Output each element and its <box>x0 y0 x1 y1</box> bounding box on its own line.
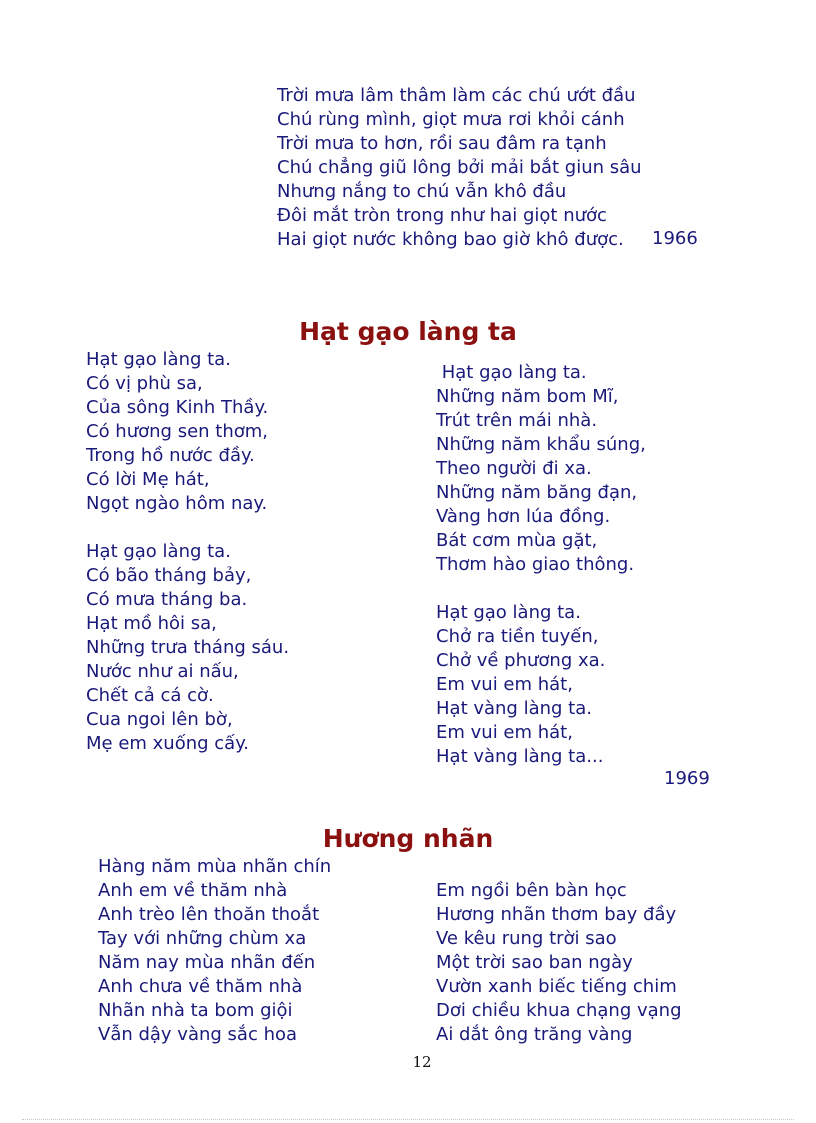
verse-line: Thơm hào giao thông. <box>436 554 635 575</box>
verse-line: Của sông Kinh Thầy. <box>86 397 269 418</box>
verse-line: Hạt vàng làng ta... <box>436 746 604 767</box>
verse-line: Anh em về thăm nhà <box>98 880 288 901</box>
verse-line: Một trời sao ban ngày <box>436 952 633 973</box>
verse-line: Có lời Mẹ hát, <box>86 469 210 490</box>
verse-line: Có bão tháng bảy, <box>86 565 252 586</box>
verse-line: Những năm khẩu súng, <box>436 434 646 455</box>
verse-line: Theo người đi xa. <box>436 458 592 479</box>
verse-line: Vườn xanh biếc tiếng chim <box>436 976 677 997</box>
verse-line: Em ngồi bên bàn học <box>436 880 627 901</box>
verse-line: Hàng năm mùa nhãn chín <box>98 856 332 877</box>
verse-line: Những trưa tháng sáu. <box>86 637 290 658</box>
verse-line: Chở về phương xa. <box>436 650 606 671</box>
verse-line: Năm nay mùa nhãn đến <box>98 952 316 973</box>
verse-line: Bát cơm mùa gặt, <box>436 530 598 551</box>
verse-line: Hương nhãn thơm bay đầy <box>436 904 677 925</box>
verse-line: Chú chẳng giũ lông bởi mải bắt giun sâu <box>277 157 642 178</box>
verse-line: Trút trên mái nhà. <box>436 410 598 431</box>
verse-line: Chú rùng mình, giọt mưa rơi khỏi cánh <box>277 109 625 130</box>
verse-line: Hạt gạo làng ta. <box>86 541 231 562</box>
verse-line: Hạt vàng làng ta. <box>436 698 592 719</box>
hat-gao-year: 1969 <box>664 768 710 789</box>
verse-line: Có vị phù sa, <box>86 373 203 394</box>
verse-line: Có hương sen thơm, <box>86 421 269 442</box>
page-divider <box>22 1119 794 1120</box>
huong-nhan-right-column <box>436 879 682 1047</box>
poem-top-year: 1966 <box>652 228 698 249</box>
verse-line: Anh trèo lên thoăn thoắt <box>98 904 320 925</box>
huong-nhan-left-column <box>98 855 331 1047</box>
page-number: 12 <box>412 1053 432 1071</box>
verse-line: Nhưng nắng to chú vẫn khô đầu <box>277 181 567 202</box>
verse-line: Hạt gạo làng ta. <box>436 362 587 383</box>
verse-line: Vàng hơn lúa đồng. <box>436 506 611 527</box>
verse-line: Cua ngoi lên bờ, <box>86 709 233 730</box>
hat-gao-right-column <box>436 361 646 769</box>
stanza-break <box>86 516 289 540</box>
verse-line: Vẫn dậy vàng sắc hoa <box>98 1024 298 1045</box>
poem-top-stanza <box>277 84 642 252</box>
verse-line: Hạt gạo làng ta. <box>86 349 231 370</box>
verse-line: Những năm băng đạn, <box>436 482 638 503</box>
verse-line: Chết cả cá cờ. <box>86 685 214 706</box>
verse-line: Nước như ai nấu, <box>86 661 239 682</box>
verse-line: Dơi chiều khua chạng vạng <box>436 1000 682 1021</box>
verse-line: Trời mưa lâm thâm làm các chú ướt đầu <box>277 85 636 106</box>
verse-line: Em vui em hát, <box>436 674 573 695</box>
stanza-break <box>436 577 646 601</box>
verse-line: Ai dắt ông trăng vàng <box>436 1024 633 1045</box>
poem-title-huong-nhan: Hương nhãn <box>322 824 494 853</box>
verse-line: Có mưa tháng ba. <box>86 589 248 610</box>
verse-line: Ngọt ngào hôm nay. <box>86 493 268 514</box>
poem-title-hat-gao: Hạt gạo làng ta <box>299 317 517 346</box>
verse-line: Trong hồ nước đầy. <box>86 445 255 466</box>
verse-line: Chở ra tiền tuyến, <box>436 626 599 647</box>
verse-line: Anh chưa về thăm nhà <box>98 976 303 997</box>
verse-line: Ve kêu rung trời sao <box>436 928 617 949</box>
hat-gao-left-column <box>86 348 289 756</box>
verse-line: Đôi mắt tròn trong như hai giọt nước <box>277 205 607 226</box>
verse-line: Em vui em hát, <box>436 722 573 743</box>
verse-line: Nhãn nhà ta bom giội <box>98 1000 293 1021</box>
verse-line: Hạt gạo làng ta. <box>436 602 581 623</box>
verse-line: Hạt mồ hôi sa, <box>86 613 217 634</box>
verse-line: Tay với những chùm xa <box>98 928 307 949</box>
verse-line: Hai giọt nước không bao giờ khô được. <box>277 229 624 250</box>
verse-line: Những năm bom Mĩ, <box>436 386 619 407</box>
verse-line: Trời mưa to hơn, rồi sau đâm ra tạnh <box>277 133 607 154</box>
verse-line: Mẹ em xuống cấy. <box>86 733 250 754</box>
